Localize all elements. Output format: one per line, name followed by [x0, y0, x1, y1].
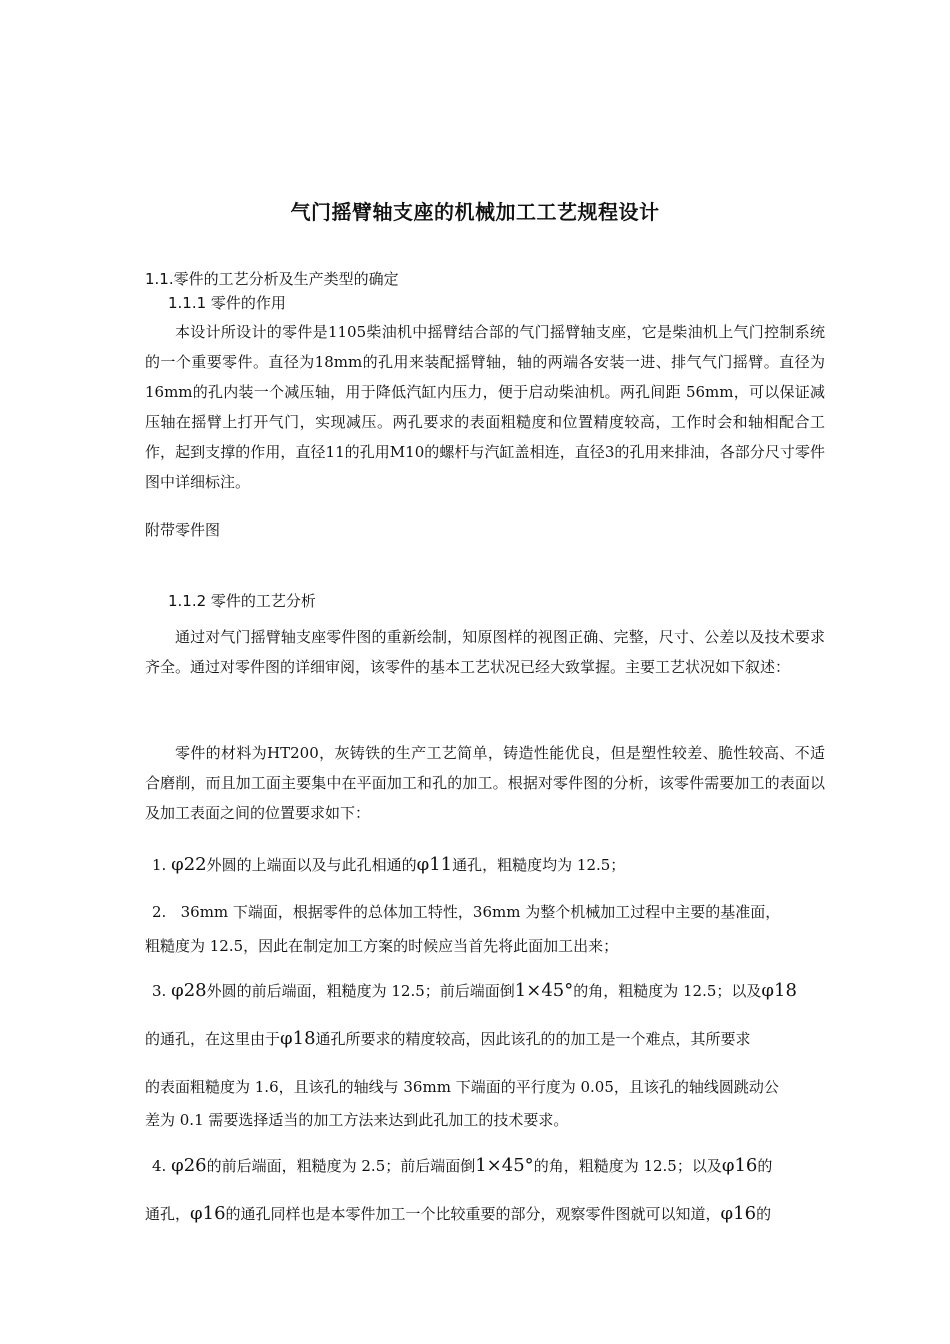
diameter-symbol: φ28 — [171, 980, 207, 1001]
diameter-symbol: φ16 — [720, 1203, 757, 1224]
list-item-text: 的通孔同样也是本零件加工一个比较重要的部分，观察零件图就可以知道， — [225, 1205, 721, 1223]
list-item-3-continued — [145, 1025, 825, 1053]
diameter-symbol: φ16 — [721, 1155, 758, 1176]
list-item-4-continued — [145, 1200, 825, 1228]
paragraph-analysis-intro: 通过对气门摇臂轴支座零件图的重新绘制，知原图样的视图正确、完整，尺寸、公差以及技术要求齐全。通过对零件图的详细审阅，该零件的基本工艺状况已经大致掌握。主要工艺状况如下叙述： — [145, 628, 825, 676]
list-item-text: 通孔， — [145, 1205, 191, 1223]
list-item-1 — [152, 851, 832, 879]
list-item-text: 通孔所要求的精度较高，因此该孔的的加工是一个难点，其所要求 — [315, 1030, 751, 1048]
list-item-text: 通孔，粗糙度均为 12.5； — [452, 856, 626, 874]
list-item-text: 的 — [757, 1157, 773, 1175]
list-item-3 — [152, 977, 832, 1005]
diameter-symbol: φ22 — [171, 854, 207, 875]
list-item-4 — [152, 1152, 832, 1180]
list-item-text: 的 — [756, 1205, 772, 1223]
list-item-text: 外圆的上端面以及与此孔相通的 — [206, 856, 417, 874]
diameter-symbol: φ18 — [280, 1028, 316, 1049]
chamfer-symbol: 1×45° — [514, 980, 574, 1001]
list-item-text: 的角，粗糙度为 12.5；以及 — [573, 982, 762, 1000]
section-heading-1-1-1: 1.1.1 零件的作用 — [168, 294, 286, 312]
list-item-text: 的前后端面，粗糙度为 2.5；前后端面倒 — [206, 1157, 476, 1175]
diameter-symbol: φ18 — [761, 980, 797, 1001]
list-item-text: 外圆的前后端面，粗糙度为 12.5；前后端面倒 — [206, 982, 515, 1000]
paragraph-part-role: 本设计所设计的零件是1105柴油机中摇臂结合部的气门摇臂轴支座，它是柴油机上气门控制系统的一个重要零件。直径为18mm的孔用来装配摇臂轴，轴的两端各安装一进、排气气门摇臂。直径为16mm的孔内装一个减压轴，用于降低汽缸内压力，便于启动柴油机。两孔间距 56mm，可以保证减压轴在摇臂上打开气门，实现减压。两孔要求的表面粗糙度和位置精度较高，工作时会和轴相配合工作，起到支撑的作用，直径11的孔用M10的螺杆与汽缸盖相连，直径3的孔用来排油，各部分尺寸零件图中详细标注。 — [145, 323, 825, 491]
section-heading-1-1: 1.1.零件的工艺分析及生产类型的确定 — [145, 270, 399, 288]
section-heading-1-1-2: 1.1.2 零件的工艺分析 — [168, 592, 316, 610]
diameter-symbol: φ16 — [190, 1203, 226, 1224]
list-item-number: 4. — [152, 1157, 167, 1175]
diameter-symbol: φ26 — [171, 1155, 207, 1176]
chamfer-symbol: 1×45° — [475, 1155, 534, 1176]
list-item-number: 2. — [152, 903, 167, 921]
document-title: 气门摇臂轴支座的机械加工工艺规程设计 — [290, 200, 660, 224]
list-item-3-continued: 的表面粗糙度为 1.6，且该孔的轴线与 36mm 下端面的平行度为 0.05，且该孔的轴线圆跳动公 — [145, 1078, 779, 1096]
list-item-3-continued: 差为 0.1 需要选择适当的加工方法来达到此孔加工的技术要求。 — [145, 1111, 569, 1129]
diameter-symbol: φ11 — [416, 854, 453, 875]
list-item-text: 36mm 下端面，根据零件的总体加工特性，36mm 为整个机械加工过程中主要的基准面， — [180, 903, 781, 921]
list-item-text: 的角，粗糙度为 12.5；以及 — [533, 1157, 722, 1175]
attached-drawing-note: 附带零件图 — [145, 521, 221, 539]
list-item-text: 的通孔，在这里由于 — [145, 1030, 281, 1048]
list-item-number: 3. — [152, 982, 167, 1000]
paragraph-material: 零件的材料为HT200，灰铸铁的生产工艺简单，铸造性能优良，但是塑性较差、脆性较高、不适合磨削，而且加工面主要集中在平面加工和孔的加工。根据对零件图的分析，该零件需要加工的表面以及加工表面之间的位置要求如下： — [145, 744, 825, 822]
list-item-number: 1. — [152, 856, 167, 874]
list-item-2 — [152, 898, 832, 926]
list-item-2-continued: 粗糙度为 12.5，因此在制定加工方案的时候应当首先将此面加工出来； — [145, 937, 619, 955]
